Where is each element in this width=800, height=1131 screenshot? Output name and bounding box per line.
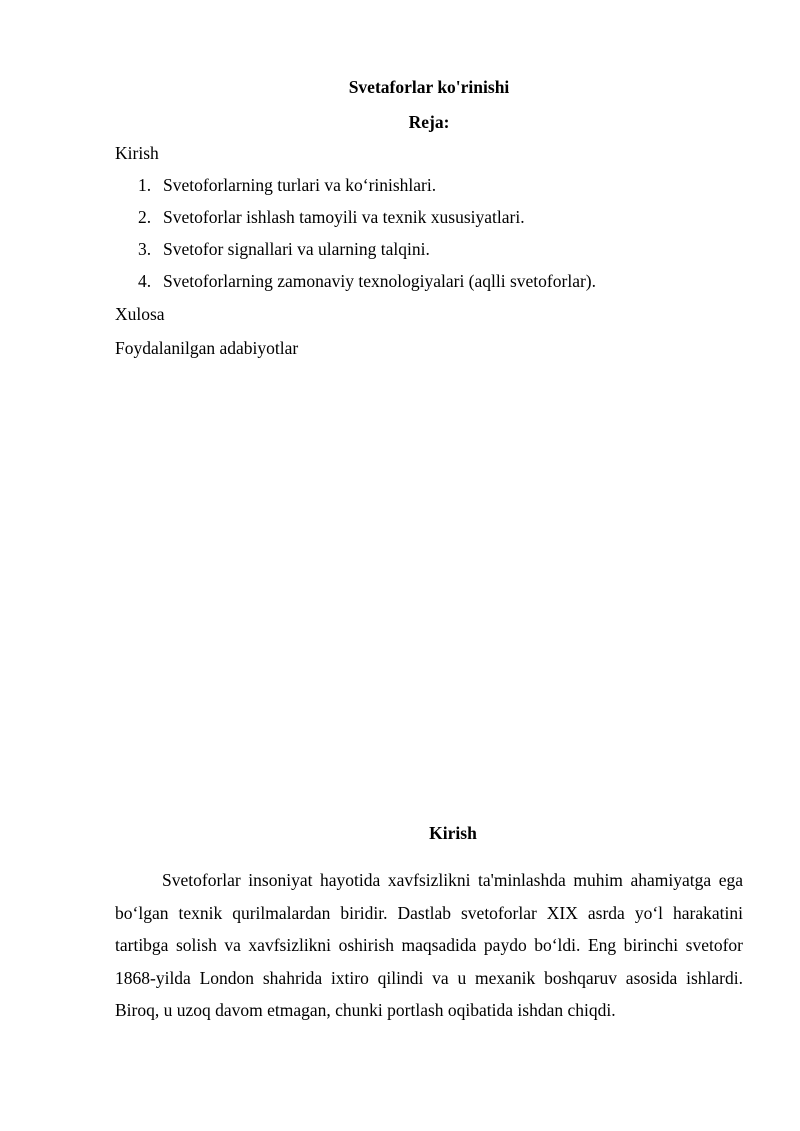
plan-item-text: Svetoforlarning turlari va ko‘rinishlari. xyxy=(163,175,437,195)
plan-intro-item: Kirish xyxy=(115,143,159,163)
plan-item-number: 3. xyxy=(138,239,152,259)
plan-item-text: Svetofor signallari va ularning talqini. xyxy=(163,239,430,259)
plan-references-item: Foydalanilgan adabiyotlar xyxy=(115,338,299,358)
plan-list-item xyxy=(138,174,436,196)
plan-item-number: 4. xyxy=(138,271,152,291)
plan-item-number: 1. xyxy=(138,175,152,195)
plan-heading: Reja: xyxy=(408,112,450,132)
section-heading: Kirish xyxy=(429,823,477,843)
plan-conclusion-item: Xulosa xyxy=(115,304,165,324)
plan-list-item xyxy=(138,206,525,228)
section-paragraph: Svetoforlar insoniyat hayotida xavfsizlikni ta'minlashda muhim ahamiyatga ega bo‘lgan texnik qurilmalardan biridir. Dastlab svetoforlar XIX asrda yo‘l harakatini tartibga solish va xavfsizlikni oshirish maqsadida paydo bo‘ldi. Eng birinchi svetofor 1868-yilda London shahrida ixtiro qilindi va u mexanik boshqaruv asosida ishlardi. Biroq, u uzoq davom etmagan, chunki portlash oqibatida ishdan chiqdi. xyxy=(115,870,743,1020)
plan-list-item xyxy=(138,238,430,260)
plan-list-item xyxy=(138,270,596,292)
document-title: Svetaforlar ko'rinishi xyxy=(348,77,510,97)
plan-item-text: Svetoforlarning zamonaviy texnologiyalari (aqlli svetoforlar). xyxy=(163,271,596,291)
plan-item-number: 2. xyxy=(138,207,152,227)
plan-item-text: Svetoforlar ishlash tamoyili va texnik xususiyatlari. xyxy=(163,207,525,227)
